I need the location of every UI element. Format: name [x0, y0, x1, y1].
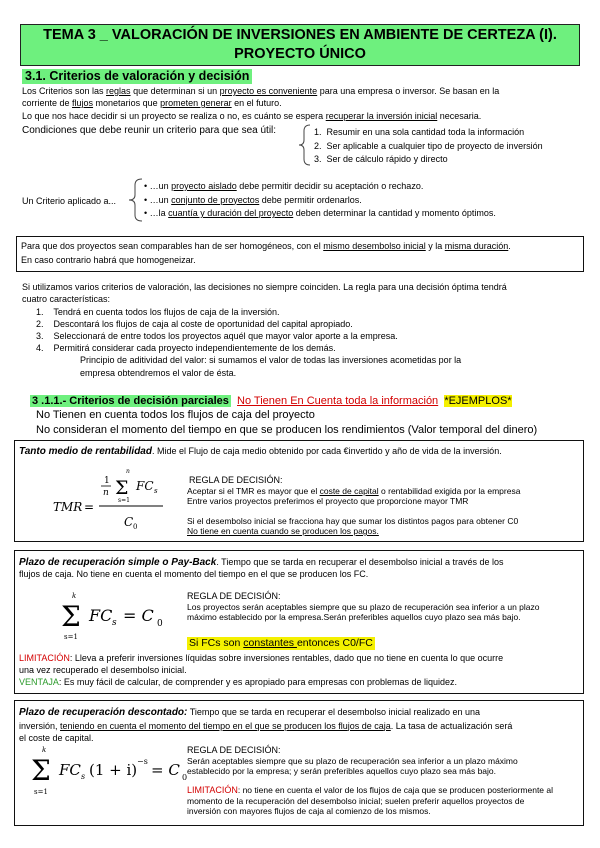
condition-item: 1. Resumir en una sola cantidad toda la información [314, 127, 525, 137]
formula-sub-s: s [112, 618, 117, 628]
formula-sum-bottom: s=1 [34, 788, 48, 796]
formula-n: n [103, 488, 109, 498]
payback-advantage [19, 677, 579, 689]
section-3-1-1-heading-row [30, 394, 512, 408]
tmr-rule-3: Si el desembolso inicial se fracciona hay que sumar los distintos pagos para obtener C0 [187, 515, 519, 526]
intro-line-1 [22, 86, 582, 98]
formula-one: 1 [104, 476, 110, 486]
text: . La tasa de actualización será [390, 720, 513, 731]
text: debe permitir ordenarlos. [259, 194, 362, 205]
text: deben determinar la cantidad y momento óptimos. [293, 208, 496, 218]
rule-item: 1. Tendrá en cuenta todos los flujos de caja de la inversión. [36, 307, 280, 317]
tmr-title-row [19, 446, 502, 458]
discounted-payback-box [14, 700, 584, 826]
rule-item: 4. Permitirá considerar cada proyecto independientemente de los demás. [36, 343, 336, 353]
tmr-description: . Mide el Flujo de caja medio obtenido por cada €invertido y año de vida de la inversión. [151, 446, 502, 456]
examples-tag: *EJEMPLOS* [444, 395, 512, 407]
no-tienen-link: No Tienen En Cuenta toda la información [237, 395, 439, 407]
formula-sum-top: k [42, 746, 47, 754]
formula-equals: = [84, 500, 95, 514]
payback-formula [61, 591, 181, 643]
formula-sigma: Σ [61, 600, 81, 633]
text: Si FCs son [189, 637, 244, 649]
constant-fc-note [187, 637, 375, 650]
formula-sub-0: 0 [133, 523, 138, 531]
text: necesaria. [437, 111, 482, 121]
discounted-rule-1: Serán aceptables siempre que su plazo de recuperación sea inferior a un plazo máximo [187, 755, 518, 766]
discounted-formula [31, 745, 191, 801]
tmr-title: Tanto medio de rentabilidad [19, 446, 152, 457]
underlined-text: recuperar la inversión inicial [325, 111, 438, 121]
text: en el futuro. [231, 98, 282, 108]
formula-eq: = C [123, 606, 154, 625]
brace-icon [128, 178, 144, 222]
rule-item: 2. Descontará los flujos de caja al coste de oportunidad del capital apropiado. [36, 319, 353, 329]
text: debe permitir decidir su aceptación o rechazo. [236, 181, 424, 191]
text: …un [149, 181, 172, 191]
brace-icon [298, 124, 312, 166]
advantage-text: : Es muy fácil de calcular, de comprender y es apropiado para empresas con problemas de liquidez. [58, 677, 458, 687]
text: entonces C0/FC [296, 637, 373, 649]
formula-sigma: Σ [115, 477, 129, 499]
discounted-rule-2: establecido por la empresa; y serán preferibles aquellos cuyo plazo sea más bajo. [187, 766, 497, 776]
formula-sum-bottom: s=1 [64, 633, 78, 641]
rule-title: REGLA DE DECISIÓN: [187, 745, 281, 755]
rules-intro-line-1: Si utilizamos varios criterios de valoración, las decisiones no siempre coinciden. La regla para una decisión óptima tendrá [22, 282, 507, 292]
conditions-list [314, 126, 543, 167]
formula-fc: FC [59, 761, 81, 779]
payback-rule-2: máximo establecido por la empresa.Serán preferibles aquellos cuyo plazo sea más bajo. [187, 612, 521, 622]
advantage-label: VENTAJA [19, 677, 59, 687]
limitation-text: : no tiene en cuenta el valor de los flujos de caja que se producen posteriormente al [237, 785, 554, 795]
applied-label: Un Criterio aplicado a... [22, 196, 117, 206]
discounted-title-row [19, 706, 581, 745]
text: inversión, [19, 720, 61, 731]
discounted-description-1: Tiempo que se tarda en recuperar el desembolso inicial realizado en una [187, 707, 481, 717]
text: Lo que nos hace decidir si un proyecto se realiza o no, es cuánto se espera [22, 111, 326, 121]
rules-list [36, 306, 398, 354]
formula-paren: (1 + i) [89, 761, 138, 779]
conditions-label: Condiciones que debe reunir un criterio para que sea útil: [22, 125, 277, 136]
underlined-text: conjunto de proyectos [171, 194, 260, 205]
formula-fc: FC [136, 479, 154, 493]
rule-text: Seleccionará de entre todos los proyectos aquél que mayor valor aporte a la empresa. [53, 331, 398, 341]
condition-item: 3. Ser de cálculo rápido y directo [314, 154, 448, 164]
formula-sub-0: 0 [182, 773, 188, 782]
text: corriente de [22, 98, 73, 108]
discounted-title: Plazo de recuperación descontado: [19, 707, 188, 718]
rules-intro-line-2: cuatro características: [22, 293, 111, 304]
discounted-limitation-2: momento de la recuperación del desembolso inicial; suelen preferir aquellos proyectos de [187, 795, 525, 806]
rule-text: Tendrá en cuenta todos los flujos de caja de la inversión. [53, 307, 280, 317]
discounted-line-2 [19, 720, 581, 733]
condition-text: Ser aplicable a cualquier tipo de proyecto de inversión [326, 140, 543, 151]
condition-item: 2. Ser aplicable a cualquier tipo de proyecto de inversión [314, 140, 543, 151]
limitation-label: LIMITACIÓN [187, 785, 238, 795]
formula-sub-0: 0 [157, 619, 163, 629]
rule-item: 3. Seleccionará de entre todos los proyectos aquél que mayor valor aporte a la empresa. [36, 331, 398, 341]
homogeneity-line-1 [21, 241, 583, 253]
formula-lhs: TMR [53, 500, 83, 514]
condition-text: Resumir en una sola cantidad toda la información [326, 127, 525, 137]
condition-text: Ser de cálculo rápido y directo [326, 154, 448, 164]
payback-title: Plazo de recuperación simple o Pay-Back [19, 557, 217, 568]
formula-sigma: Σ [31, 754, 51, 787]
text: o rentabilidad exigida por la empresa [378, 485, 521, 496]
partial-line-2: No consideran el momento del tiempo en que se producen los rendimientos (Valor temporal del dinero) [36, 424, 538, 436]
tmr-rule-4: No tiene en cuenta cuando se producen los pagos. [187, 526, 379, 536]
formula-sum-bottom: s=1 [118, 497, 130, 504]
applied-item: • …un proyecto aislado debe permitir decidir su aceptación o rechazo. [144, 181, 424, 191]
homogeneity-line-2: En caso contrario habrá que homogeneizar. [21, 254, 196, 265]
rules-intro [22, 282, 587, 305]
underlined-text: prometen generar [160, 98, 232, 108]
applied-item: • …un conjunto de proyectos debe permitir ordenarlos. [144, 194, 362, 205]
underlined-text: misma duración [444, 241, 509, 251]
homogeneity-box [16, 236, 584, 272]
discounted-limitation-3: inversión con mayores flujos de caja al comienzo de los mismos. [187, 806, 431, 816]
formula-fc: FC [89, 606, 113, 625]
text: Aceptar si el TMR es mayor que el [187, 485, 320, 496]
limitation-text-2: una vez recuperado el desembolso inicial. [19, 664, 187, 675]
underlined-text: mismo desembolso inicial [323, 241, 426, 251]
formula-sub-s: s [81, 772, 86, 781]
applied-item: • …la cuantía y duración del proyecto deben determinar la cantidad y momento óptimos. [144, 208, 496, 218]
formula-c0: C [124, 515, 134, 529]
text: que determinan si un [130, 86, 220, 96]
tmr-box [14, 440, 584, 542]
tmr-formula [51, 467, 181, 537]
underlined-text: proyecto es conveniente [219, 86, 318, 96]
formula-exp: −s [137, 757, 148, 766]
text: . [508, 241, 511, 251]
rule-title: REGLA DE DECISIÓN: [189, 475, 283, 485]
rule-title: REGLA DE DECISIÓN: [187, 591, 281, 601]
text: Para que dos proyectos sean comparables han de ser homogéneos, con el [21, 241, 324, 251]
formula-eq: = C [151, 761, 180, 779]
tmr-rule-2: Entre varios proyectos preferimos el proyecto que proporcione mayor TMR [187, 496, 469, 506]
text: y la [425, 241, 445, 251]
formula-sub-s: s [154, 487, 158, 495]
title-line-2: PROYECTO ÚNICO [234, 46, 366, 62]
additivity-line-1: Principio de aditividad del valor: si sumamos el valor de todas las inversiones acometidas por la [80, 355, 462, 365]
intro-line-3 [22, 111, 582, 123]
discounted-line-1 [19, 706, 581, 720]
underlined-text: flujos [72, 98, 94, 108]
additivity-principle [80, 354, 585, 379]
discounted-limitation-1 [187, 785, 582, 796]
section-3-1-1-heading: 3 .1.1.- Criterios de decisión parciales [32, 395, 229, 407]
limitation-text-1: : Lleva a preferir inversiones líquidas sobre inversiones rentables, dado que no tiene en cuenta lo que ocurre [69, 653, 504, 663]
discounted-line-3: el coste de capital. [19, 733, 94, 743]
payback-description-2: flujos de caja. No tiene en cuenta el momento del tiempo en el que se producen los FC. [19, 568, 369, 579]
title-line-1: TEMA 3 _ VALORACIÓN DE INVERSIONES EN AMBIENTE DE CERTEZA (I). [43, 27, 557, 43]
formula-sum-top: k [72, 592, 77, 600]
tmr-rule [187, 475, 582, 537]
payback-limitation [19, 653, 579, 676]
applied-list [144, 180, 584, 221]
section-3-1-heading: 3.1. Criterios de valoración y decisión [22, 69, 252, 84]
text: …un [149, 194, 172, 205]
payback-rule-1: Los proyectos serán aceptables siempre que su plazo de recuperación sea inferior a un plazo [187, 601, 540, 612]
underlined-text: proyecto aislado [171, 181, 237, 191]
payback-title-row [19, 557, 579, 580]
underlined-text: teniendo en cuenta el momento del tiempo en el que se producen los flujos de caja [60, 720, 391, 731]
intro-line-2 [22, 98, 582, 110]
text: …la [149, 208, 169, 218]
discounted-limitation [187, 785, 582, 817]
underlined-text: coste de capital [319, 485, 379, 496]
payback-box [14, 550, 584, 694]
payback-description-1: . Tiempo que se tarda en recuperar el desembolso inicial a través de los [216, 557, 504, 567]
discounted-rule [187, 745, 582, 777]
payback-rule [187, 591, 582, 623]
partial-line-1: No Tienen en cuenta todos los flujos de caja del proyecto [36, 409, 315, 421]
formula-sum-top: n [126, 468, 130, 475]
tmr-rule-1 [187, 486, 582, 497]
underlined-text: reglas [106, 86, 131, 96]
text: monetarios que [93, 98, 161, 108]
document-title [20, 24, 580, 66]
rule-text: Permitirá considerar cada proyecto independientemente de los demás. [53, 343, 336, 353]
limitation-label: LIMITACIÓN [19, 653, 70, 663]
additivity-line-2: empresa obtendremos el valor de ésta. [80, 367, 237, 378]
text: Los Criterios son las [22, 86, 107, 96]
text: para una empresa o inversor. Se basan en la [317, 86, 500, 96]
underlined-text: cuantía y duración del proyecto [168, 208, 294, 218]
underlined-text: constantes [243, 637, 297, 649]
rule-text: Descontará los flujos de caja al coste de oportunidad del capital apropiado. [53, 319, 353, 329]
